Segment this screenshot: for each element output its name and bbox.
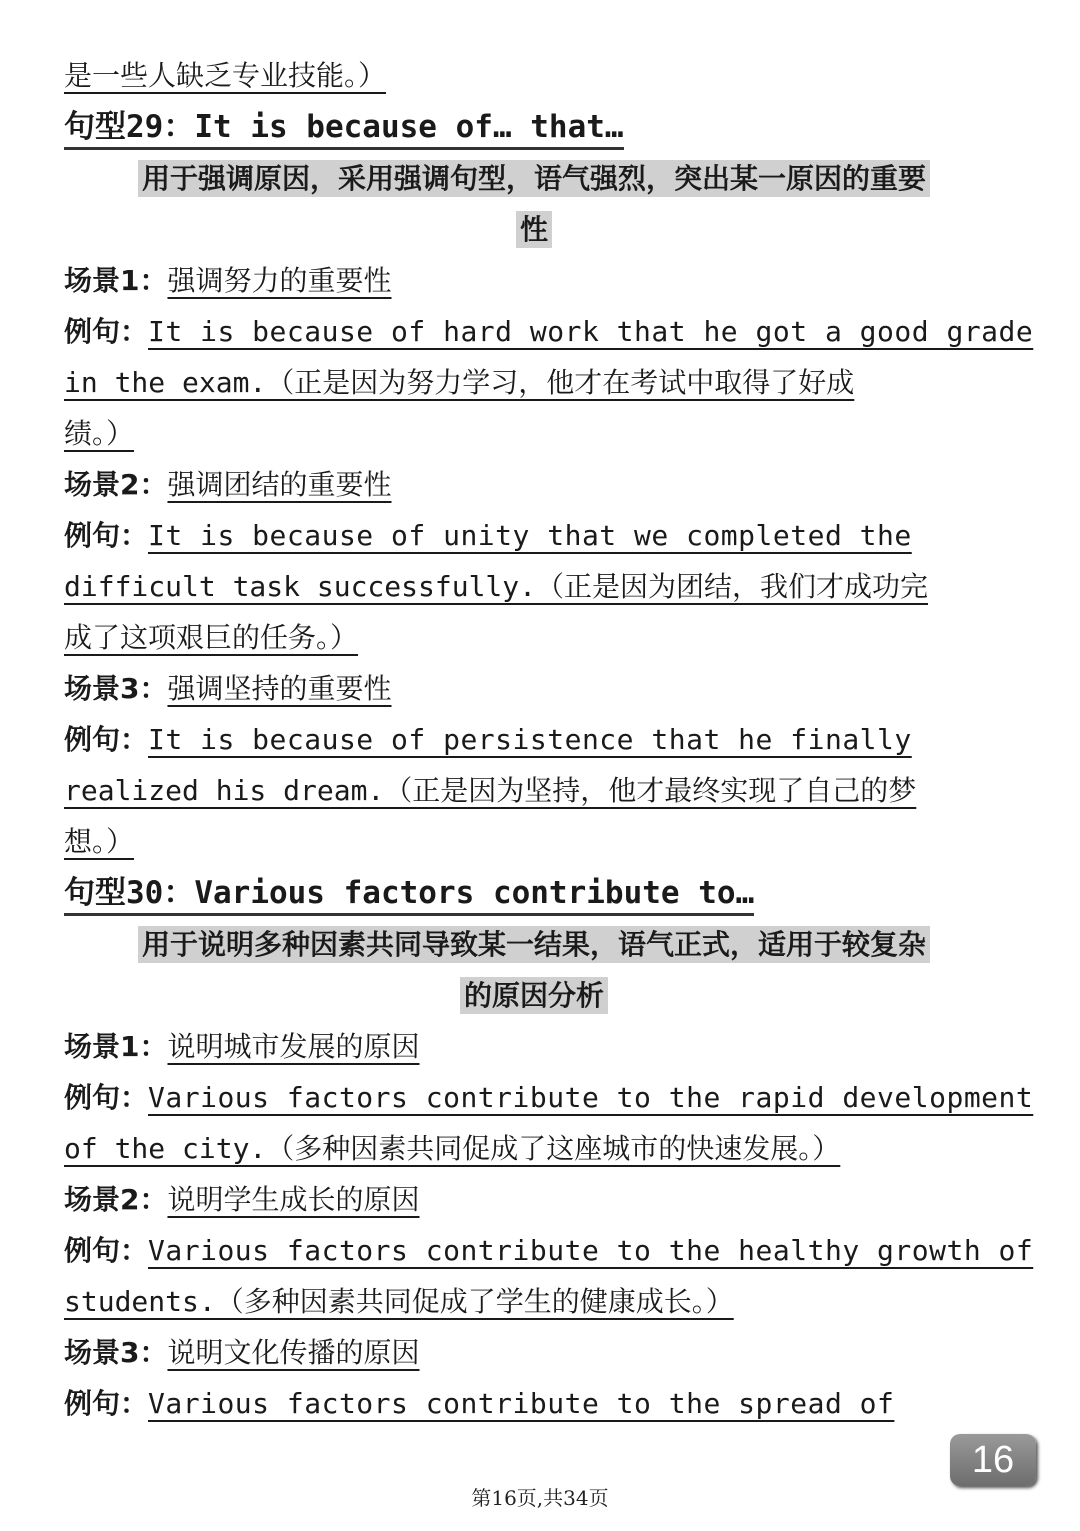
- scene-label: 场景3：: [64, 1336, 168, 1369]
- scene-text: 强调努力的重要性: [167, 264, 392, 297]
- pattern-heading: 句型30：Various factors contribute to…: [64, 867, 1004, 919]
- scene-text: 说明学生成长的原因: [167, 1183, 420, 1216]
- example-text: Various factors contribute to the spread of: [148, 1387, 895, 1420]
- pattern-description: 的原因分析: [64, 970, 1004, 1021]
- document-body: [64, 50, 1034, 1429]
- example-line: [64, 1378, 1004, 1429]
- scene-label: 场景1：: [64, 264, 168, 297]
- example-label: 例句：: [64, 519, 149, 552]
- scene-label: 场景1：: [64, 1030, 168, 1063]
- scene-line: [64, 459, 1004, 510]
- text-line: of the city.（多种因素共同促成了这座城市的快速发展。）: [64, 1132, 841, 1165]
- text-line: difficult task successfully.（正是因为团结，我们才成功完: [64, 570, 929, 603]
- text-line: 是一些人缺乏专业技能。）: [64, 59, 387, 92]
- scene-label: 场景2：: [64, 1183, 168, 1216]
- scene-label: 场景3：: [64, 672, 168, 705]
- example-text: It is because of hard work that he got a good grade: [148, 315, 1034, 348]
- example-line: [64, 1072, 1034, 1123]
- example-line: [64, 1225, 1034, 1276]
- example-label: 例句：: [64, 1234, 149, 1267]
- example-line: [64, 306, 1034, 357]
- pattern-heading: 句型29：It is because of… that…: [64, 101, 1004, 153]
- scene-text: 强调坚持的重要性: [167, 672, 392, 705]
- example-line: [64, 714, 1004, 765]
- example-label: 例句：: [64, 315, 149, 348]
- example-label: 例句：: [64, 723, 149, 756]
- scene-label: 场景2：: [64, 468, 168, 501]
- text-line: 绩。）: [64, 417, 135, 450]
- scene-text: 说明文化传播的原因: [167, 1336, 420, 1369]
- scene-line: [64, 255, 1004, 306]
- page-number-badge: 16: [950, 1434, 1036, 1486]
- text-line: in the exam.（正是因为努力学习，他才在考试中取得了好成: [64, 366, 855, 399]
- example-label: 例句：: [64, 1081, 149, 1114]
- pattern-description: 用于强调原因，采用强调句型，语气强烈，突出某一原因的重要: [64, 153, 1004, 204]
- scene-line: [64, 1174, 1004, 1225]
- text-line: 成了这项艰巨的任务。）: [64, 621, 359, 654]
- scene-line: [64, 663, 1004, 714]
- example-text: Various factors contribute to the rapid development: [148, 1081, 1034, 1114]
- scene-text: 强调团结的重要性: [167, 468, 392, 501]
- scene-line: [64, 1327, 1004, 1378]
- scene-text: 说明城市发展的原因: [167, 1030, 420, 1063]
- text-line: 想。）: [64, 825, 135, 858]
- example-line: [64, 510, 1004, 561]
- example-text: It is because of unity that we completed the: [148, 519, 912, 552]
- pattern-description: 性: [64, 204, 1004, 255]
- example-text: It is because of persistence that he finally: [148, 723, 912, 756]
- example-text: Various factors contribute to the healthy growth of: [148, 1234, 1034, 1267]
- text-line: students.（多种因素共同促成了学生的健康成长。）: [64, 1285, 734, 1318]
- text-line: realized his dream.（正是因为坚持，他才最终实现了自己的梦: [64, 774, 917, 807]
- pattern-description: 用于说明多种因素共同导致某一结果，语气正式，适用于较复杂: [64, 919, 1004, 970]
- page-footer: 第16页,共34页: [471, 1486, 609, 1510]
- example-label: 例句：: [64, 1387, 149, 1420]
- scene-line: [64, 1021, 1004, 1072]
